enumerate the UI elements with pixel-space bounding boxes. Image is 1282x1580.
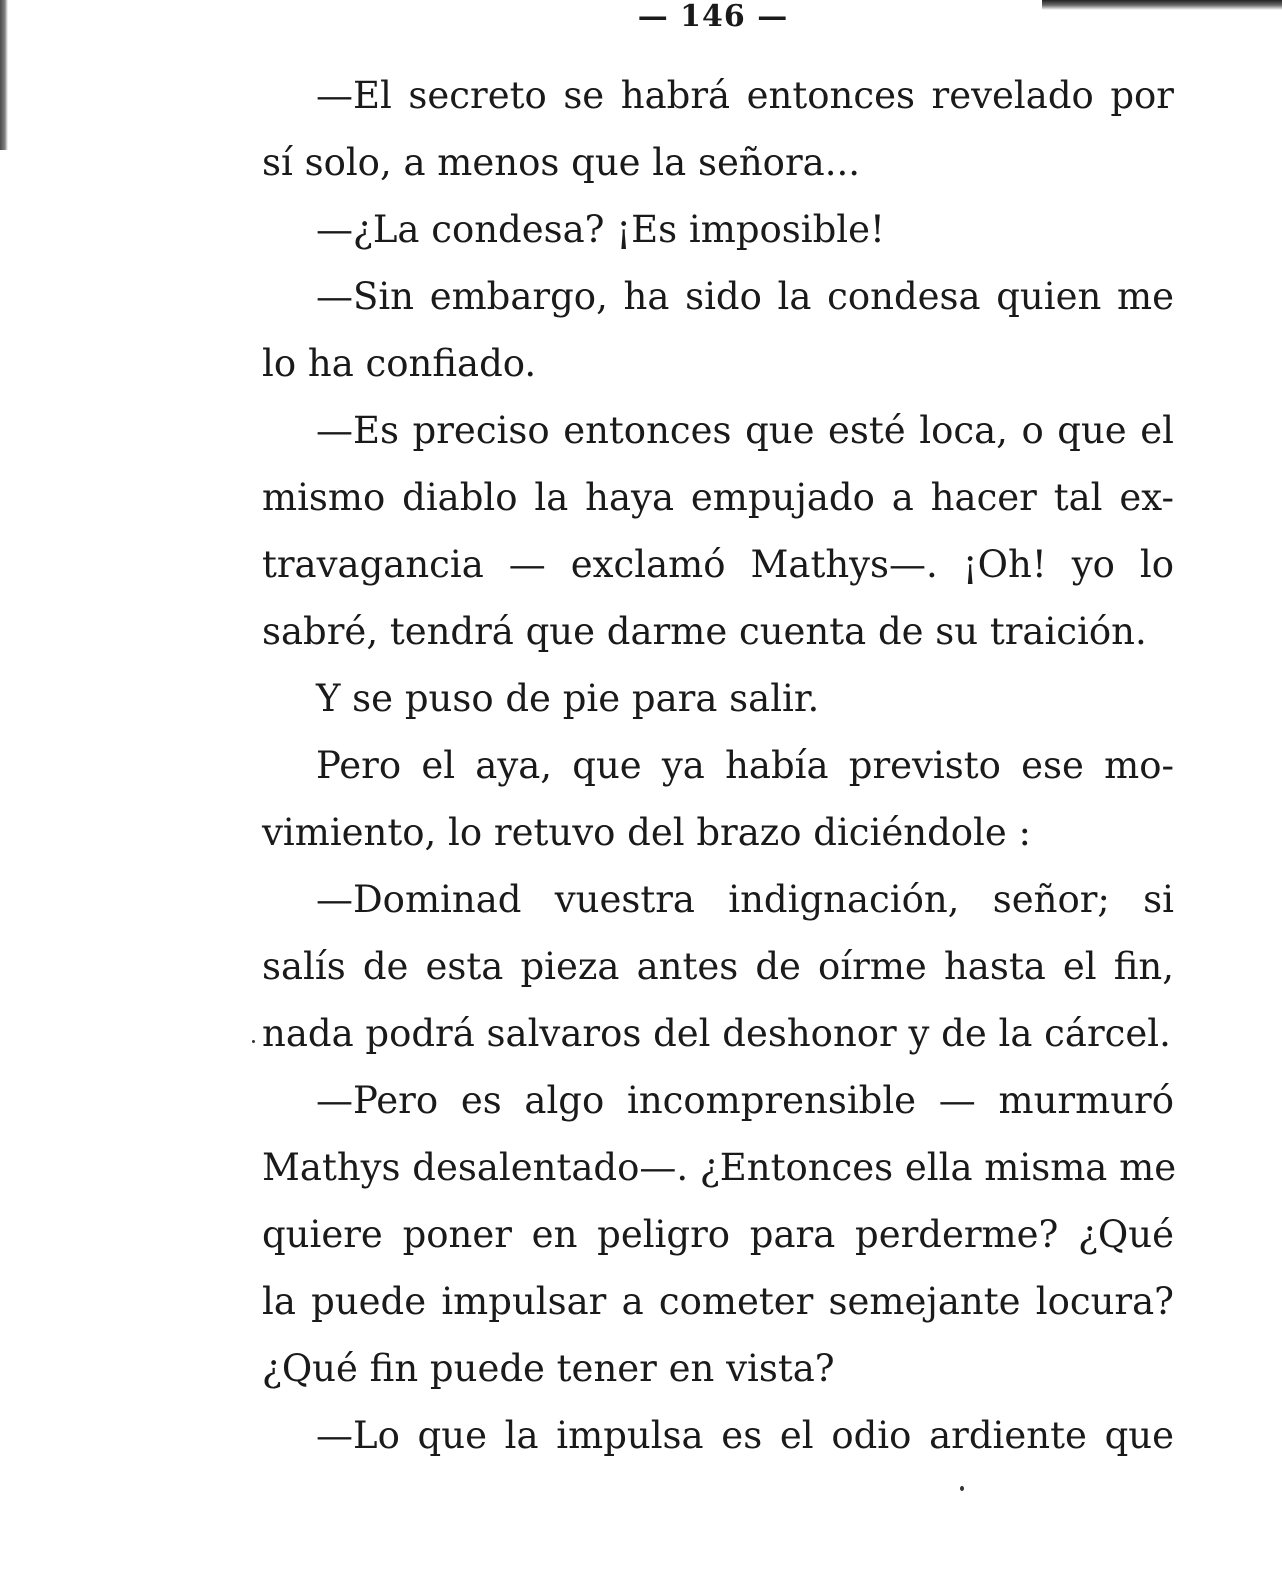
text-line: nada podrá salvaros del deshonor y de la cárcel. bbox=[262, 1012, 1171, 1055]
text-line: —Dominad vuestra indignación, señor; si bbox=[316, 878, 1174, 921]
text-line: mismo diablo la haya empujado a hacer tal ex- bbox=[262, 476, 1174, 519]
text-line: Y se puso de pie para salir. bbox=[316, 677, 820, 720]
text-line: —Pero es algo incomprensible — murmuró bbox=[316, 1079, 1174, 1122]
text-line: sabré, tendrá que darme cuenta de su traición. bbox=[262, 610, 1147, 653]
text-line: lo ha confiado. bbox=[262, 342, 537, 385]
page-number: — 146 — bbox=[637, 0, 789, 34]
text-line: —Es preciso entonces que esté loca, o que el bbox=[316, 409, 1174, 452]
text-line: ¿Qué fin puede tener en vista? bbox=[262, 1347, 835, 1390]
text-line: la puede impulsar a cometer semejante locura? bbox=[262, 1280, 1174, 1323]
text-line: salís de esta pieza antes de oírme hasta el fin, bbox=[262, 945, 1174, 988]
text-line: —Lo que la impulsa es el odio ardiente que bbox=[316, 1414, 1174, 1457]
text-line: Mathys desalentado—. ¿Entonces ella misma me bbox=[262, 1146, 1177, 1189]
text-line: travagancia — exclamó Mathys—. ¡Oh! yo lo bbox=[262, 543, 1174, 586]
text-line: —Sin embargo, ha sido la condesa quien me bbox=[316, 275, 1174, 318]
text-line: vimiento, lo retuvo del brazo diciéndole : bbox=[262, 811, 1031, 854]
body-text bbox=[262, 62, 1177, 1469]
scan-edge-shadow-left bbox=[0, 0, 8, 150]
ink-speck bbox=[960, 1486, 964, 1491]
text-line: —El secreto se habrá entonces revelado por bbox=[316, 74, 1174, 117]
text-line: Pero el aya, que ya había previsto ese mo- bbox=[316, 744, 1174, 787]
text-line: sí solo, a menos que la señora... bbox=[262, 141, 860, 184]
scan-edge-shadow-top bbox=[1042, 0, 1282, 10]
text-line: quiere poner en peligro para perderme? ¿Qué bbox=[262, 1213, 1174, 1256]
text-line: —¿La condesa? ¡Es imposible! bbox=[316, 208, 885, 251]
ink-speck bbox=[252, 1040, 255, 1043]
